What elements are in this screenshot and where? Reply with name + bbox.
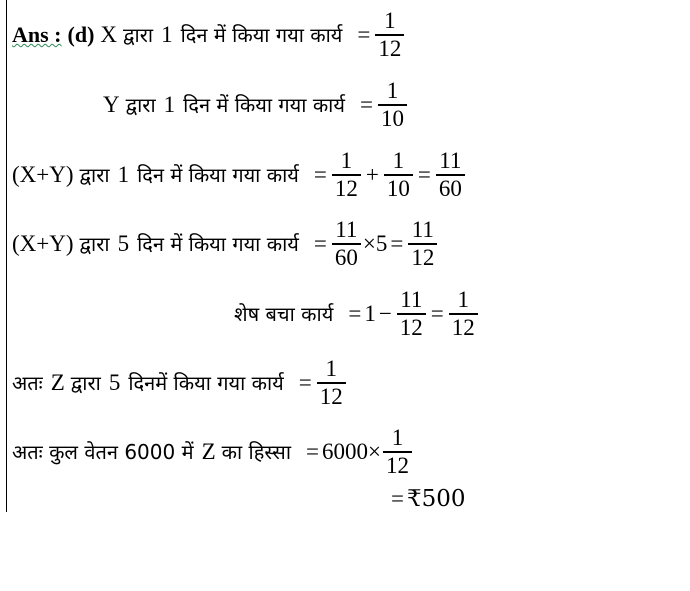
denominator: 60 <box>334 244 358 270</box>
hindi-text: दिन में किया गया कार्य <box>137 232 299 257</box>
numerator: 1 <box>386 78 399 103</box>
equals-sign: = <box>391 486 404 511</box>
hindi-text: द्वारा <box>125 93 156 118</box>
number: 1 <box>163 91 176 117</box>
solution-line-8 <box>388 486 466 512</box>
fraction <box>375 8 404 62</box>
denominator: 12 <box>385 452 409 478</box>
hindi-text: द्वारा <box>70 371 101 396</box>
solution-line-4 <box>12 217 439 271</box>
final-result: ₹500 <box>406 486 466 512</box>
denominator: 12 <box>319 383 343 409</box>
variable: Y <box>103 91 120 117</box>
denominator: 10 <box>380 105 404 131</box>
numerator: 1 <box>340 148 353 173</box>
fraction <box>383 425 412 479</box>
hindi-text: अतः <box>12 371 43 396</box>
solution-line-3 <box>12 148 467 202</box>
minus-sign: − <box>378 300 392 326</box>
plus-sign: + <box>365 161 379 187</box>
hindi-text: द्वारा <box>79 232 110 257</box>
answer-label: Ans : <box>12 21 62 47</box>
salary-value: 6000× <box>322 438 381 464</box>
solution-line-7 <box>12 425 414 479</box>
hindi-text: शेष बचा कार्य <box>234 302 334 327</box>
fraction <box>378 78 407 132</box>
numerator: 1 <box>325 356 338 381</box>
denominator: 12 <box>399 314 423 340</box>
hindi-text: द्वारा <box>123 23 154 48</box>
numerator: 1 <box>384 8 396 33</box>
solution-line-5 <box>234 287 480 341</box>
equals-sign: = <box>313 161 327 187</box>
variable: (X+Y) <box>12 161 74 187</box>
fraction <box>332 148 361 202</box>
hindi-text: अतः कुल वेतन 6000 में <box>12 440 194 465</box>
left-margin-line <box>6 0 7 512</box>
denominator: 12 <box>334 175 358 201</box>
numerator: 1 <box>457 287 470 312</box>
equals-sign: = <box>298 369 312 395</box>
fraction <box>332 217 361 271</box>
denominator: 12 <box>411 244 435 270</box>
fraction <box>449 287 478 341</box>
fraction <box>397 287 426 341</box>
equals-sign: = <box>313 230 327 256</box>
equals-sign: = <box>306 438 319 464</box>
denominator: 10 <box>386 175 410 201</box>
solution-line-1 <box>12 8 406 62</box>
number: 5 <box>117 230 130 256</box>
number: 1 <box>117 161 130 187</box>
fraction <box>317 356 346 410</box>
hindi-text: दिन में किया गया कार्य <box>137 163 299 188</box>
hindi-text: का हिस्सा <box>221 440 292 465</box>
fraction <box>384 148 413 202</box>
denominator: 12 <box>451 314 475 340</box>
numerator: 1 <box>391 425 404 450</box>
variable: (X+Y) <box>12 230 74 256</box>
numerator: 11 <box>400 287 423 312</box>
number: 1 <box>364 300 376 326</box>
answer-option: (d) <box>67 21 95 47</box>
hindi-text: द्वारा <box>79 163 110 188</box>
solution-line-6 <box>12 356 348 410</box>
hindi-text: दिनमें किया गया कार्य <box>128 371 284 396</box>
hindi-text: दिन में किया गया कार्य <box>180 23 343 48</box>
variable: Z <box>201 438 216 464</box>
fraction <box>436 148 465 202</box>
equals-sign: = <box>430 300 444 326</box>
numerator: 1 <box>392 148 405 173</box>
numerator: 11 <box>335 217 358 242</box>
hindi-text: दिन में किया गया कार्य <box>183 93 345 118</box>
denominator: 60 <box>438 175 462 201</box>
numerator: 11 <box>439 148 462 173</box>
equals-sign: = <box>348 300 362 326</box>
numerator: 11 <box>411 217 434 242</box>
equals-sign: = <box>390 230 404 256</box>
denominator: 12 <box>378 35 402 61</box>
solution-line-2 <box>103 78 409 132</box>
equals-sign: = <box>417 161 431 187</box>
equals-sign: = <box>357 21 371 47</box>
equals-sign: = <box>359 91 373 117</box>
number: 1 <box>161 21 173 47</box>
variable: X <box>100 21 118 47</box>
variable: Z <box>50 369 65 395</box>
fraction <box>408 217 437 271</box>
multiplier: ×5 <box>362 230 388 256</box>
number: 5 <box>108 369 121 395</box>
